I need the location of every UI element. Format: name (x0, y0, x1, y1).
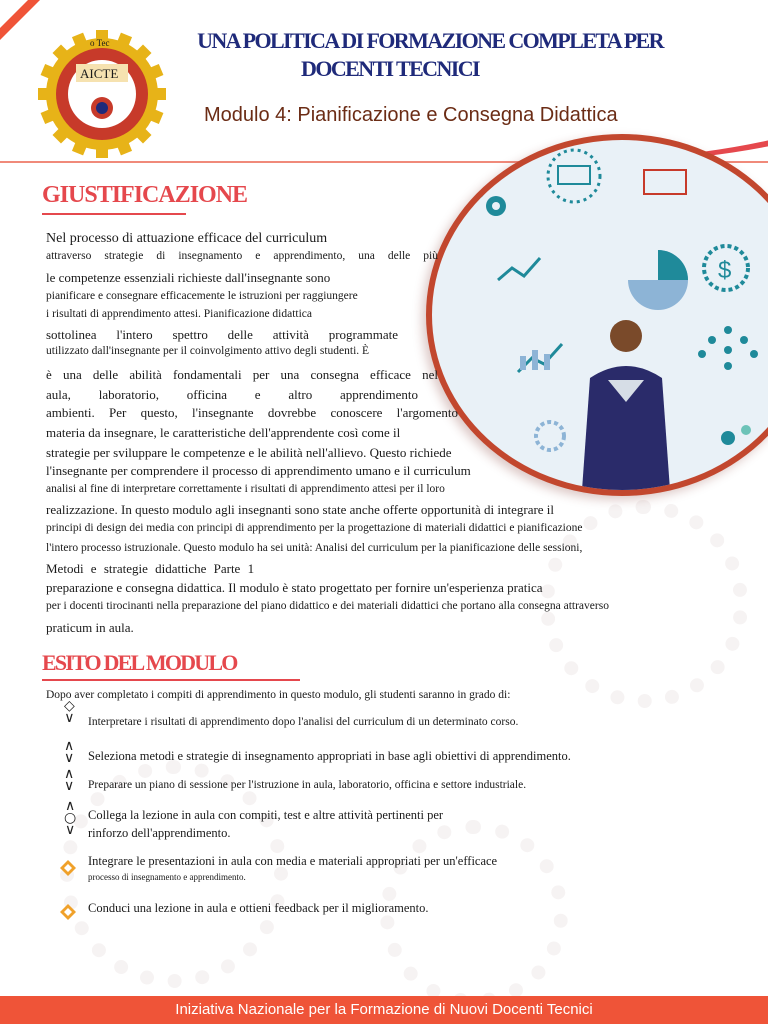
justification-line: aula, laboratorio, officina e altro apprendimento (46, 387, 418, 402)
outcome-item: Preparare un piano di sessione per l'istruzione in aula, laboratorio, officina e settore industriale. (88, 779, 527, 791)
outcome-item: Conduci una lezione in aula e ottieni feedback per il miglioramento. (88, 901, 429, 915)
justification-line: i risultati di apprendimento attesi. Pianificazione didattica (46, 308, 313, 320)
svg-text:$: $ (718, 257, 732, 284)
outcome-heading: ESITO DEL MODULO (42, 650, 237, 675)
justification-line: materia da insegnare, le caratteristiche dell'apprendente così come il (46, 425, 401, 440)
justification-line: è una delle abilità fondamentali per una consegna efficace nel (46, 367, 438, 382)
justification-line: analisi al fine di interpretare correttamente i risultati di apprendimento attesi per il loro (46, 483, 445, 495)
document-title-line1: UNA POLITICA DI FORMAZIONE COMPLETA PER (197, 28, 663, 53)
outcome-item: Seleziona metodi e strategie di insegnamento appropriati in base agli obiettivi di apprendimento. (88, 749, 571, 763)
justification-underline (42, 213, 186, 215)
chevron-marker-icon: ∧ ∨ (64, 738, 75, 766)
justification-line: per i docenti tirocinanti nella preparazione del piano didattico e dei materiali didattici che portano alla consegna attraverso (46, 600, 609, 612)
justification-line: praticum in aula. (46, 620, 134, 635)
outcome-item: rinforzo dell'apprendimento. (88, 826, 231, 840)
justification-heading: GIUSTIFICAZIONE (42, 182, 248, 208)
justification-line: l'insegnante per comprendere il processo di apprendimento umano e il curriculum (46, 463, 471, 478)
diamond-bullet-icon (60, 904, 76, 920)
justification-line: sottolinea l'intero spettro delle attività programmate (46, 327, 398, 342)
document-title-line2: DOCENTI TECNICI (301, 56, 479, 81)
justification-line: ambienti. Per questo, l'insegnante dovrebbe conoscere l'argomento (46, 405, 458, 420)
corner-stripe-decoration (0, 0, 40, 40)
footer-text: Iniziativa Nazionale per la Formazione di Nuovi Docenti Tecnici (175, 1001, 593, 1018)
justification-line: preparazione e consegna didattica. Il modulo è stato progettato per fornire un'esperienza pratica (46, 580, 543, 595)
justification-line: strategie per sviluppare le competenze e le abilità nell'allievo. Questo richiede (46, 445, 452, 460)
outcome-underline (42, 679, 300, 681)
chevron-marker-icon: ∧ ∨ (64, 766, 75, 794)
diamond-bullet-icon (60, 860, 76, 876)
analytics-icons-illustration (432, 140, 768, 490)
justification-line: utilizzato dall'insegnante per il coinvolgimento attivo degli studenti. È (46, 345, 370, 357)
justification-line: Metodi e strategie didattiche Parte 1 (46, 561, 255, 576)
chevron-marker-icon: ◇ ∨ (64, 698, 75, 726)
justification-line: realizzazione. In questo modulo agli insegnanti sono state anche offerte opportunità di integrare il (46, 502, 555, 517)
logo-top-text: o Tec (90, 38, 110, 48)
outcome-intro: Dopo aver completato i compiti di apprendimento in questo modulo, gli studenti saranno in grado di: (46, 689, 511, 701)
justification-line: l'intero processo istruzionale. Questo modulo ha sei unità: Analisi del curriculum per la pianificazione delle sessioni, (46, 542, 583, 554)
logo-abbreviation: AICTE (80, 66, 119, 81)
outcome-item: Collega la lezione in aula con compiti, test e altre attività pertinenti per (88, 808, 444, 822)
justification-line: attraverso strategie di insegnamento e apprendimento, una delle più (46, 250, 438, 262)
chevron-marker-icon: ∧ ○ ∨ (64, 798, 77, 838)
justification-line: principi di design dei media con principi di apprendimento per la progettazione di materiali didattici e pianificazione (46, 522, 583, 534)
module-title: Modulo 4: Pianificazione e Consegna Didattica (204, 104, 618, 126)
outcome-item: Interpretare i risultati di apprendimento dopo l'analisi del curriculum di un determinato corso. (88, 716, 519, 728)
outcome-item: Integrare le presentazioni in aula con media e materiali appropriati per un'efficace (88, 854, 498, 868)
justification-line: pianificare e consegnare efficacemente le istruzioni per raggiungere (46, 290, 358, 302)
outcome-item: processo di insegnamento e apprendimento. (88, 872, 246, 882)
teacher-illustration (426, 134, 768, 496)
justification-line: le competenze essenziali richieste dall'insegnante sono (46, 270, 331, 285)
justification-line: Nel processo di attuazione efficace del curriculum (46, 231, 328, 246)
